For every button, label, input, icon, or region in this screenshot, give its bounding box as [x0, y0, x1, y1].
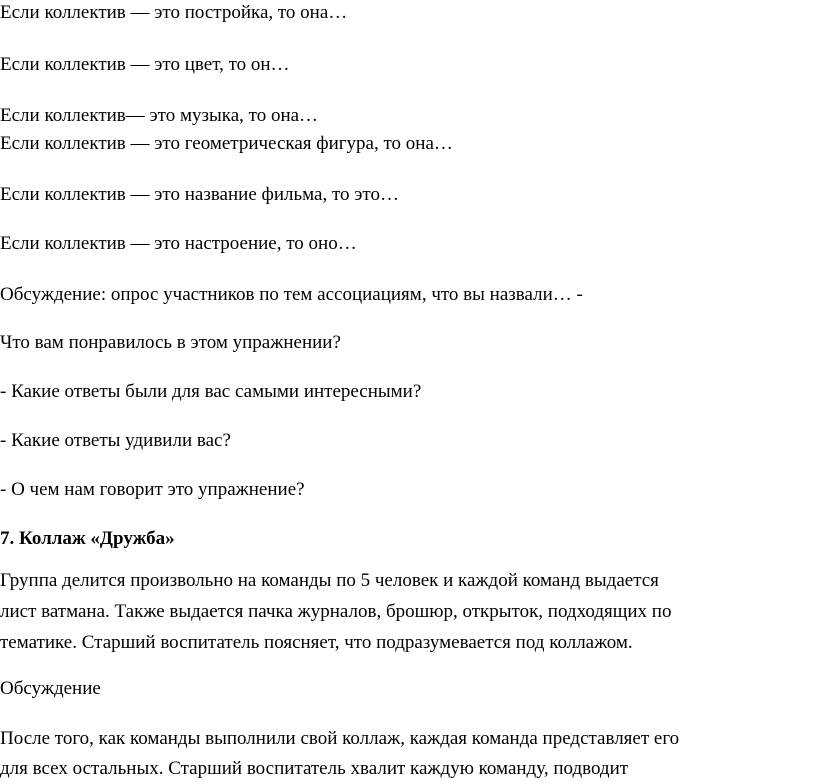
question-shape: Если коллектив — это геометрическая фигура, то она…	[0, 133, 453, 154]
question-music: Если коллектив— это музыка, то она…	[0, 105, 319, 126]
discussion-question-2: - Какие ответы были для вас самыми интересными?	[0, 381, 422, 402]
question-color: Если коллектив — это цвет, то он…	[0, 54, 290, 75]
discussion-question-1: Что вам понравилось в этом упражнении?	[0, 332, 341, 353]
discussion-question-4: - О чем нам говорит это упражнение?	[0, 479, 305, 500]
question-mood: Если коллектив — это настроение, то оно…	[0, 233, 357, 254]
discussion-intro: Обсуждение: опрос участников по тем ассоциациям, что вы назвали… -	[0, 284, 583, 305]
question-building: Если коллектив — это постройка, то она…	[0, 2, 348, 23]
paragraph-line: После того, как команды выполнили свой коллаж, каждая команда представляет его	[0, 728, 680, 749]
discussion-question-3: - Какие ответы удивили вас?	[0, 430, 231, 451]
paragraph-line: Группа делится произвольно на команды по 5 человек и каждой команд выдается	[0, 570, 659, 591]
question-film: Если коллектив — это название фильма, то это…	[0, 184, 399, 205]
section-heading: 7. Коллаж «Дружба»	[0, 528, 175, 549]
paragraph-line: для всех остальных. Старший воспитатель хвалит каждую команду, подводит	[0, 758, 629, 779]
paragraph-line: тематике. Старший воспитатель поясняет, что подразумевается под коллажом.	[0, 632, 633, 653]
discussion-label: Обсуждение	[0, 678, 101, 699]
paragraph-line: лист ватмана. Также выдается пачка журналов, брошюр, открыток, подходящих по	[0, 601, 672, 622]
